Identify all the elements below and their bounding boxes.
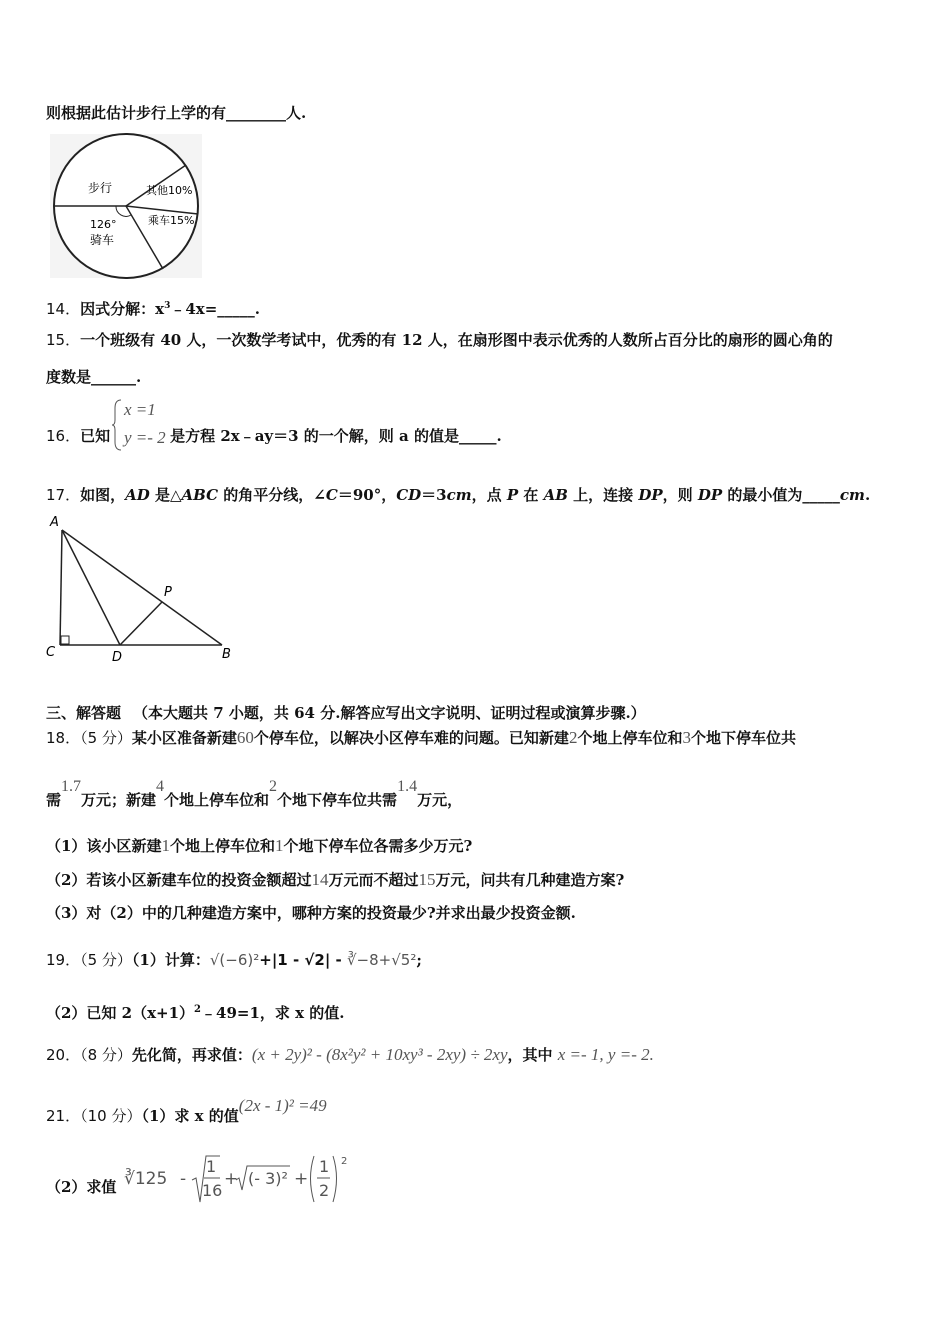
question-15-line2: 度数是______.: [46, 368, 142, 386]
segment-ab: [62, 530, 222, 645]
segment-ad: [62, 530, 120, 645]
exponent-2: 2: [341, 1156, 348, 1167]
section-3-heading: 三、解答题 （本大题共 7 小题，共 64 分.解答应写出文字说明、证明过程或演算步骤.）: [46, 704, 646, 722]
q16-equation-2: y =- 2: [124, 428, 166, 447]
pie-label-other: 其他10%: [146, 184, 193, 197]
question-20: 20．（8 分）先化简，再求值：(x + 2y)² - (8x²y² + 10xy³ - 2xy) ÷ 2xy，其中 x =- 1, y =- 2.: [46, 1045, 654, 1064]
question-18-part1: （1）该小区新建1个地上停车位和1个地下停车位各需多少万元?: [46, 836, 473, 855]
q16-equation-1: x =1: [124, 400, 156, 419]
label-b: B: [222, 647, 231, 662]
cube-root-125: ∛125: [124, 1169, 168, 1189]
label-c: C: [46, 645, 56, 660]
question-18-part2: （2）若该小区新建车位的投资金额超过14万元而不超过15万元，问共有几种建造方案?: [46, 870, 625, 889]
q13-tail: 则根据此估计步行上学的有________人.: [46, 104, 307, 122]
fraction-2-numerator: 1: [319, 1157, 330, 1176]
question-19-part2: （2）已知 $2(x+1)^2﹣49=1$，求 x 的值.: [46, 1004, 345, 1022]
pie-label-bike: 骑车: [90, 233, 115, 247]
q21-expression: [120, 1150, 360, 1208]
svg-text:+: +: [224, 1169, 239, 1189]
fraction-2-denominator: 2: [319, 1181, 330, 1200]
question-14: 14．因式分解：$x^3﹣4x=\_\_\_\_\_$.: [46, 300, 261, 318]
label-a: A: [50, 515, 59, 530]
pie-chart: [46, 130, 206, 282]
label-p: P: [164, 585, 172, 600]
q16-system-brace: [112, 398, 122, 452]
question-21-part1: 21．（10 分）（1）求 x 的值(2x - 1)² =49: [46, 1096, 327, 1125]
label-d: D: [112, 650, 123, 665]
question-21-part2: （2）求值: [46, 1178, 117, 1196]
right-angle-mark: [61, 636, 69, 644]
question-15-line1: 15．一个班级有 40 人，一次数学考试中，优秀的有 12 人，在扇形图中表示优秀的人数所占百分比的扇形的圆心角的: [46, 331, 833, 349]
triangle-figure: [42, 510, 242, 666]
question-19-part1: 19．（5 分）（1）计算：√(−6)²+|1 - √2| - ∛−8+√5²;: [46, 951, 422, 969]
question-16: 16．已知 是方程 2x﹣ay＝3 的一个解，则 a 的值是_____.: [46, 427, 502, 445]
segment-ac: [60, 530, 62, 645]
sqrt-negative-3-squared: (- 3)²: [248, 1169, 288, 1188]
pie-label-bus: 乘车15%: [148, 214, 195, 227]
question-17: 17．如图，AD 是△ABC 的角平分线，∠C＝90°，CD＝3cm，点 P 在 AB 上，连接 DP，则 DP 的最小值为_____cm.: [46, 486, 871, 504]
pie-label-walk: 步行: [88, 181, 113, 195]
segment-dp: [120, 602, 162, 645]
question-18-line2: 需1.7万元；新建4个地上停车位和2个地下停车位共需1.4万元，: [46, 778, 463, 809]
fraction-1-denominator: 16: [202, 1181, 223, 1200]
fraction-1-numerator: 1: [206, 1157, 217, 1176]
svg-text:-: -: [180, 1169, 187, 1189]
question-18-line1: 18．（5 分）某小区准备新建60个停车位，以解决小区停车难的问题。已知新建2个地上停车位和3个地下停车位共: [46, 728, 796, 747]
pie-label-angle: 126°: [90, 218, 117, 231]
question-18-part3: （3）对（2）中的几种建造方案中，哪种方案的投资最少?并求出最少投资金额.: [46, 904, 576, 922]
svg-text:+: +: [294, 1169, 309, 1189]
